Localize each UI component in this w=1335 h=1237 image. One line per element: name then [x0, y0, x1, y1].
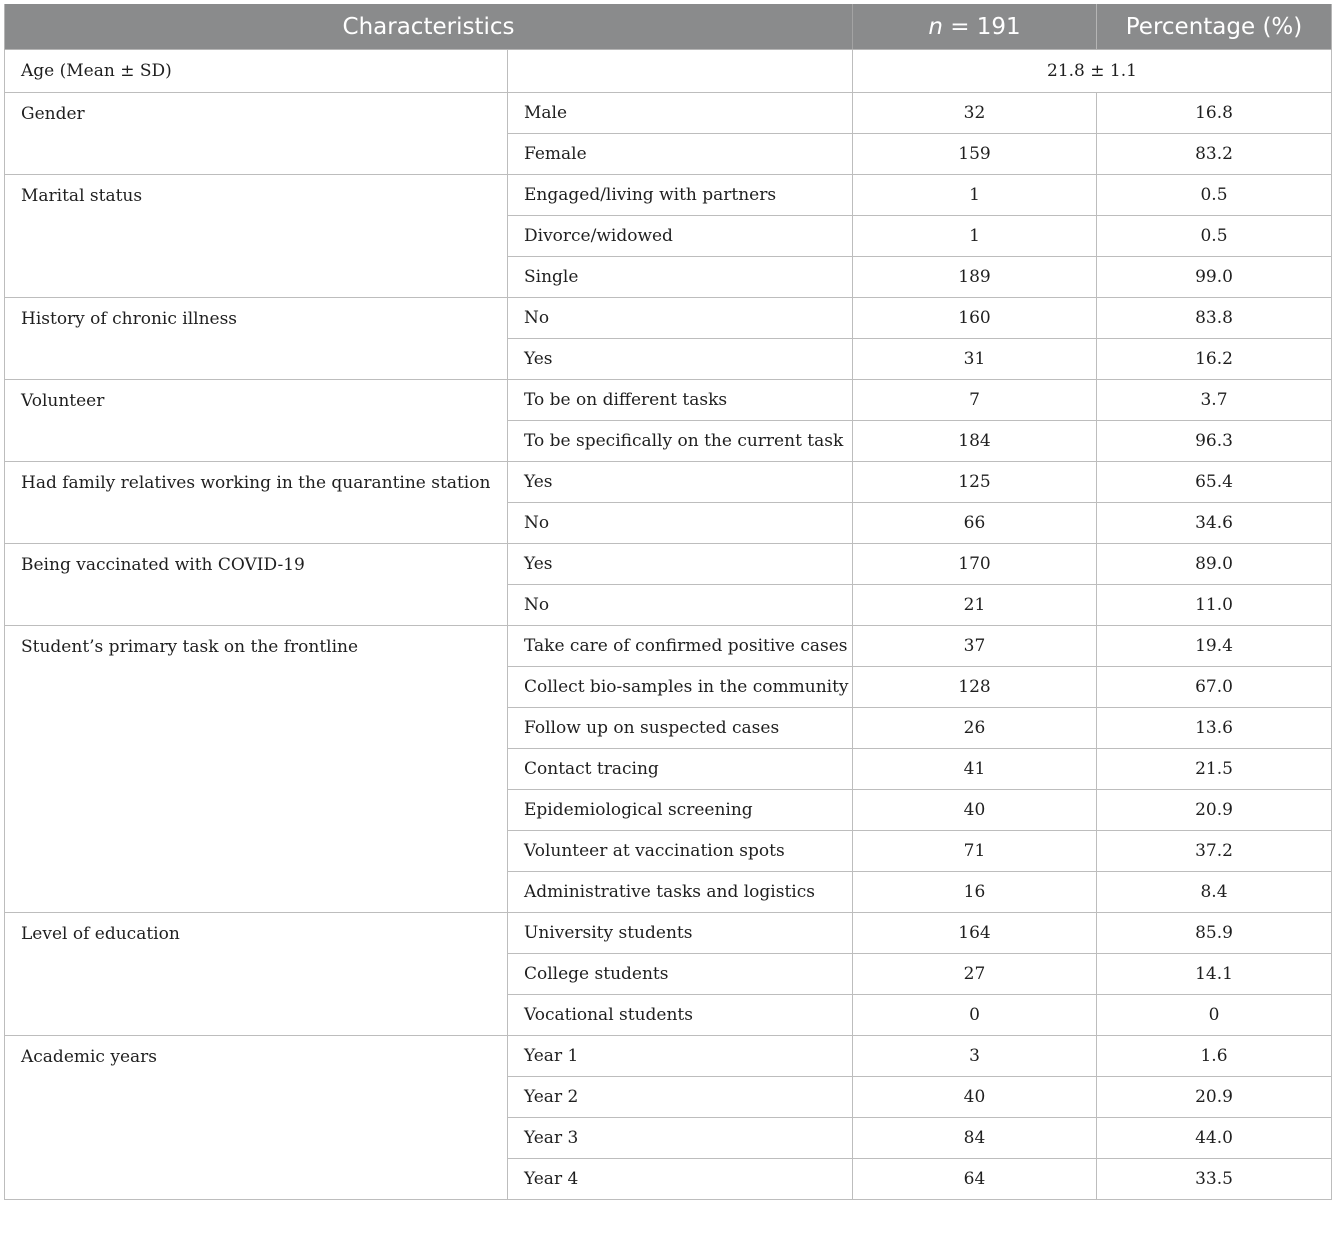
count-cell: 37	[853, 626, 1097, 667]
percentage-cell: 21.5	[1097, 749, 1332, 790]
count-cell: 0	[853, 995, 1097, 1036]
age-label: Age (Mean ± SD)	[5, 50, 508, 93]
percentage-cell: 67.0	[1097, 667, 1332, 708]
category-label: Level of education	[5, 913, 508, 1036]
count-cell: 3	[853, 1036, 1097, 1077]
subcategory-label: Male	[508, 93, 853, 134]
subcategory-label: College students	[508, 954, 853, 995]
percentage-cell: 20.9	[1097, 1077, 1332, 1118]
count-cell: 1	[853, 175, 1097, 216]
percentage-cell: 0.5	[1097, 175, 1332, 216]
subcategory-label: Vocational students	[508, 995, 853, 1036]
count-cell: 84	[853, 1118, 1097, 1159]
table-body	[5, 50, 1332, 1200]
category-label: Academic years	[5, 1036, 508, 1200]
category-label: Gender	[5, 93, 508, 175]
subcategory-label: No	[508, 585, 853, 626]
category-label: Being vaccinated with COVID-19	[5, 544, 508, 626]
subcategory-label: Administrative tasks and logistics	[508, 872, 853, 913]
subcategory-label: University students	[508, 913, 853, 954]
category-label: History of chronic illness	[5, 298, 508, 380]
header-percentage: Percentage (%)	[1097, 4, 1332, 50]
table-row	[5, 626, 1332, 667]
count-cell: 40	[853, 790, 1097, 831]
subcategory-label: Yes	[508, 544, 853, 585]
subcategory-label: Yes	[508, 339, 853, 380]
header-characteristics: Characteristics	[5, 4, 853, 50]
subcategory-label: Engaged/living with partners	[508, 175, 853, 216]
count-cell: 159	[853, 134, 1097, 175]
table-row	[5, 544, 1332, 585]
subcategory-label: Year 2	[508, 1077, 853, 1118]
percentage-cell: 85.9	[1097, 913, 1332, 954]
count-cell: 41	[853, 749, 1097, 790]
subcategory-label: Year 1	[508, 1036, 853, 1077]
percentage-cell: 11.0	[1097, 585, 1332, 626]
subcategory-label: Single	[508, 257, 853, 298]
percentage-cell: 8.4	[1097, 872, 1332, 913]
percentage-cell: 99.0	[1097, 257, 1332, 298]
table-row	[5, 50, 1332, 93]
percentage-cell: 96.3	[1097, 421, 1332, 462]
subcategory-label: Take care of confirmed positive cases	[508, 626, 853, 667]
percentage-cell: 83.2	[1097, 134, 1332, 175]
subcategory-label: Collect bio-samples in the community	[508, 667, 853, 708]
age-value: 21.8 ± 1.1	[853, 50, 1332, 93]
percentage-cell: 16.2	[1097, 339, 1332, 380]
table-row	[5, 298, 1332, 339]
header-row	[5, 4, 1332, 50]
count-cell: 1	[853, 216, 1097, 257]
count-cell: 26	[853, 708, 1097, 749]
count-cell: 7	[853, 380, 1097, 421]
subcategory-label: Follow up on suspected cases	[508, 708, 853, 749]
count-cell: 170	[853, 544, 1097, 585]
percentage-cell: 19.4	[1097, 626, 1332, 667]
table-row	[5, 380, 1332, 421]
percentage-cell: 44.0	[1097, 1118, 1332, 1159]
table-header	[5, 4, 1332, 50]
header-n	[853, 4, 1097, 50]
count-cell: 21	[853, 585, 1097, 626]
table-row	[5, 175, 1332, 216]
table-row	[5, 913, 1332, 954]
count-cell: 66	[853, 503, 1097, 544]
category-label: Volunteer	[5, 380, 508, 462]
characteristics-table-container	[4, 4, 1331, 1200]
percentage-cell: 3.7	[1097, 380, 1332, 421]
count-cell: 164	[853, 913, 1097, 954]
subcategory-label: Divorce/widowed	[508, 216, 853, 257]
count-cell: 184	[853, 421, 1097, 462]
table-row	[5, 1036, 1332, 1077]
percentage-cell: 37.2	[1097, 831, 1332, 872]
percentage-cell: 89.0	[1097, 544, 1332, 585]
subcategory-label: To be on different tasks	[508, 380, 853, 421]
percentage-cell: 34.6	[1097, 503, 1332, 544]
table-row	[5, 93, 1332, 134]
count-cell: 64	[853, 1159, 1097, 1200]
count-cell: 125	[853, 462, 1097, 503]
subcategory-label: Female	[508, 134, 853, 175]
header-n-count: = 191	[942, 13, 1021, 40]
table-row	[5, 462, 1332, 503]
header-n-italic: n	[928, 13, 943, 40]
count-cell: 40	[853, 1077, 1097, 1118]
percentage-cell: 83.8	[1097, 298, 1332, 339]
characteristics-table	[4, 4, 1332, 1200]
count-cell: 71	[853, 831, 1097, 872]
percentage-cell: 16.8	[1097, 93, 1332, 134]
count-cell: 189	[853, 257, 1097, 298]
count-cell: 16	[853, 872, 1097, 913]
percentage-cell: 1.6	[1097, 1036, 1332, 1077]
percentage-cell: 65.4	[1097, 462, 1332, 503]
subcategory-label: Volunteer at vaccination spots	[508, 831, 853, 872]
percentage-cell: 14.1	[1097, 954, 1332, 995]
count-cell: 160	[853, 298, 1097, 339]
percentage-cell: 20.9	[1097, 790, 1332, 831]
subcategory-label: Yes	[508, 462, 853, 503]
percentage-cell: 0	[1097, 995, 1332, 1036]
age-sub-empty	[508, 50, 853, 93]
subcategory-label: No	[508, 298, 853, 339]
count-cell: 31	[853, 339, 1097, 380]
category-label: Student’s primary task on the frontline	[5, 626, 508, 913]
percentage-cell: 33.5	[1097, 1159, 1332, 1200]
subcategory-label: Epidemiological screening	[508, 790, 853, 831]
percentage-cell: 13.6	[1097, 708, 1332, 749]
category-label: Had family relatives working in the quarantine station	[5, 462, 508, 544]
subcategory-label: No	[508, 503, 853, 544]
count-cell: 128	[853, 667, 1097, 708]
subcategory-label: Year 3	[508, 1118, 853, 1159]
count-cell: 32	[853, 93, 1097, 134]
count-cell: 27	[853, 954, 1097, 995]
percentage-cell: 0.5	[1097, 216, 1332, 257]
subcategory-label: To be specifically on the current task	[508, 421, 853, 462]
subcategory-label: Year 4	[508, 1159, 853, 1200]
subcategory-label: Contact tracing	[508, 749, 853, 790]
category-label: Marital status	[5, 175, 508, 298]
